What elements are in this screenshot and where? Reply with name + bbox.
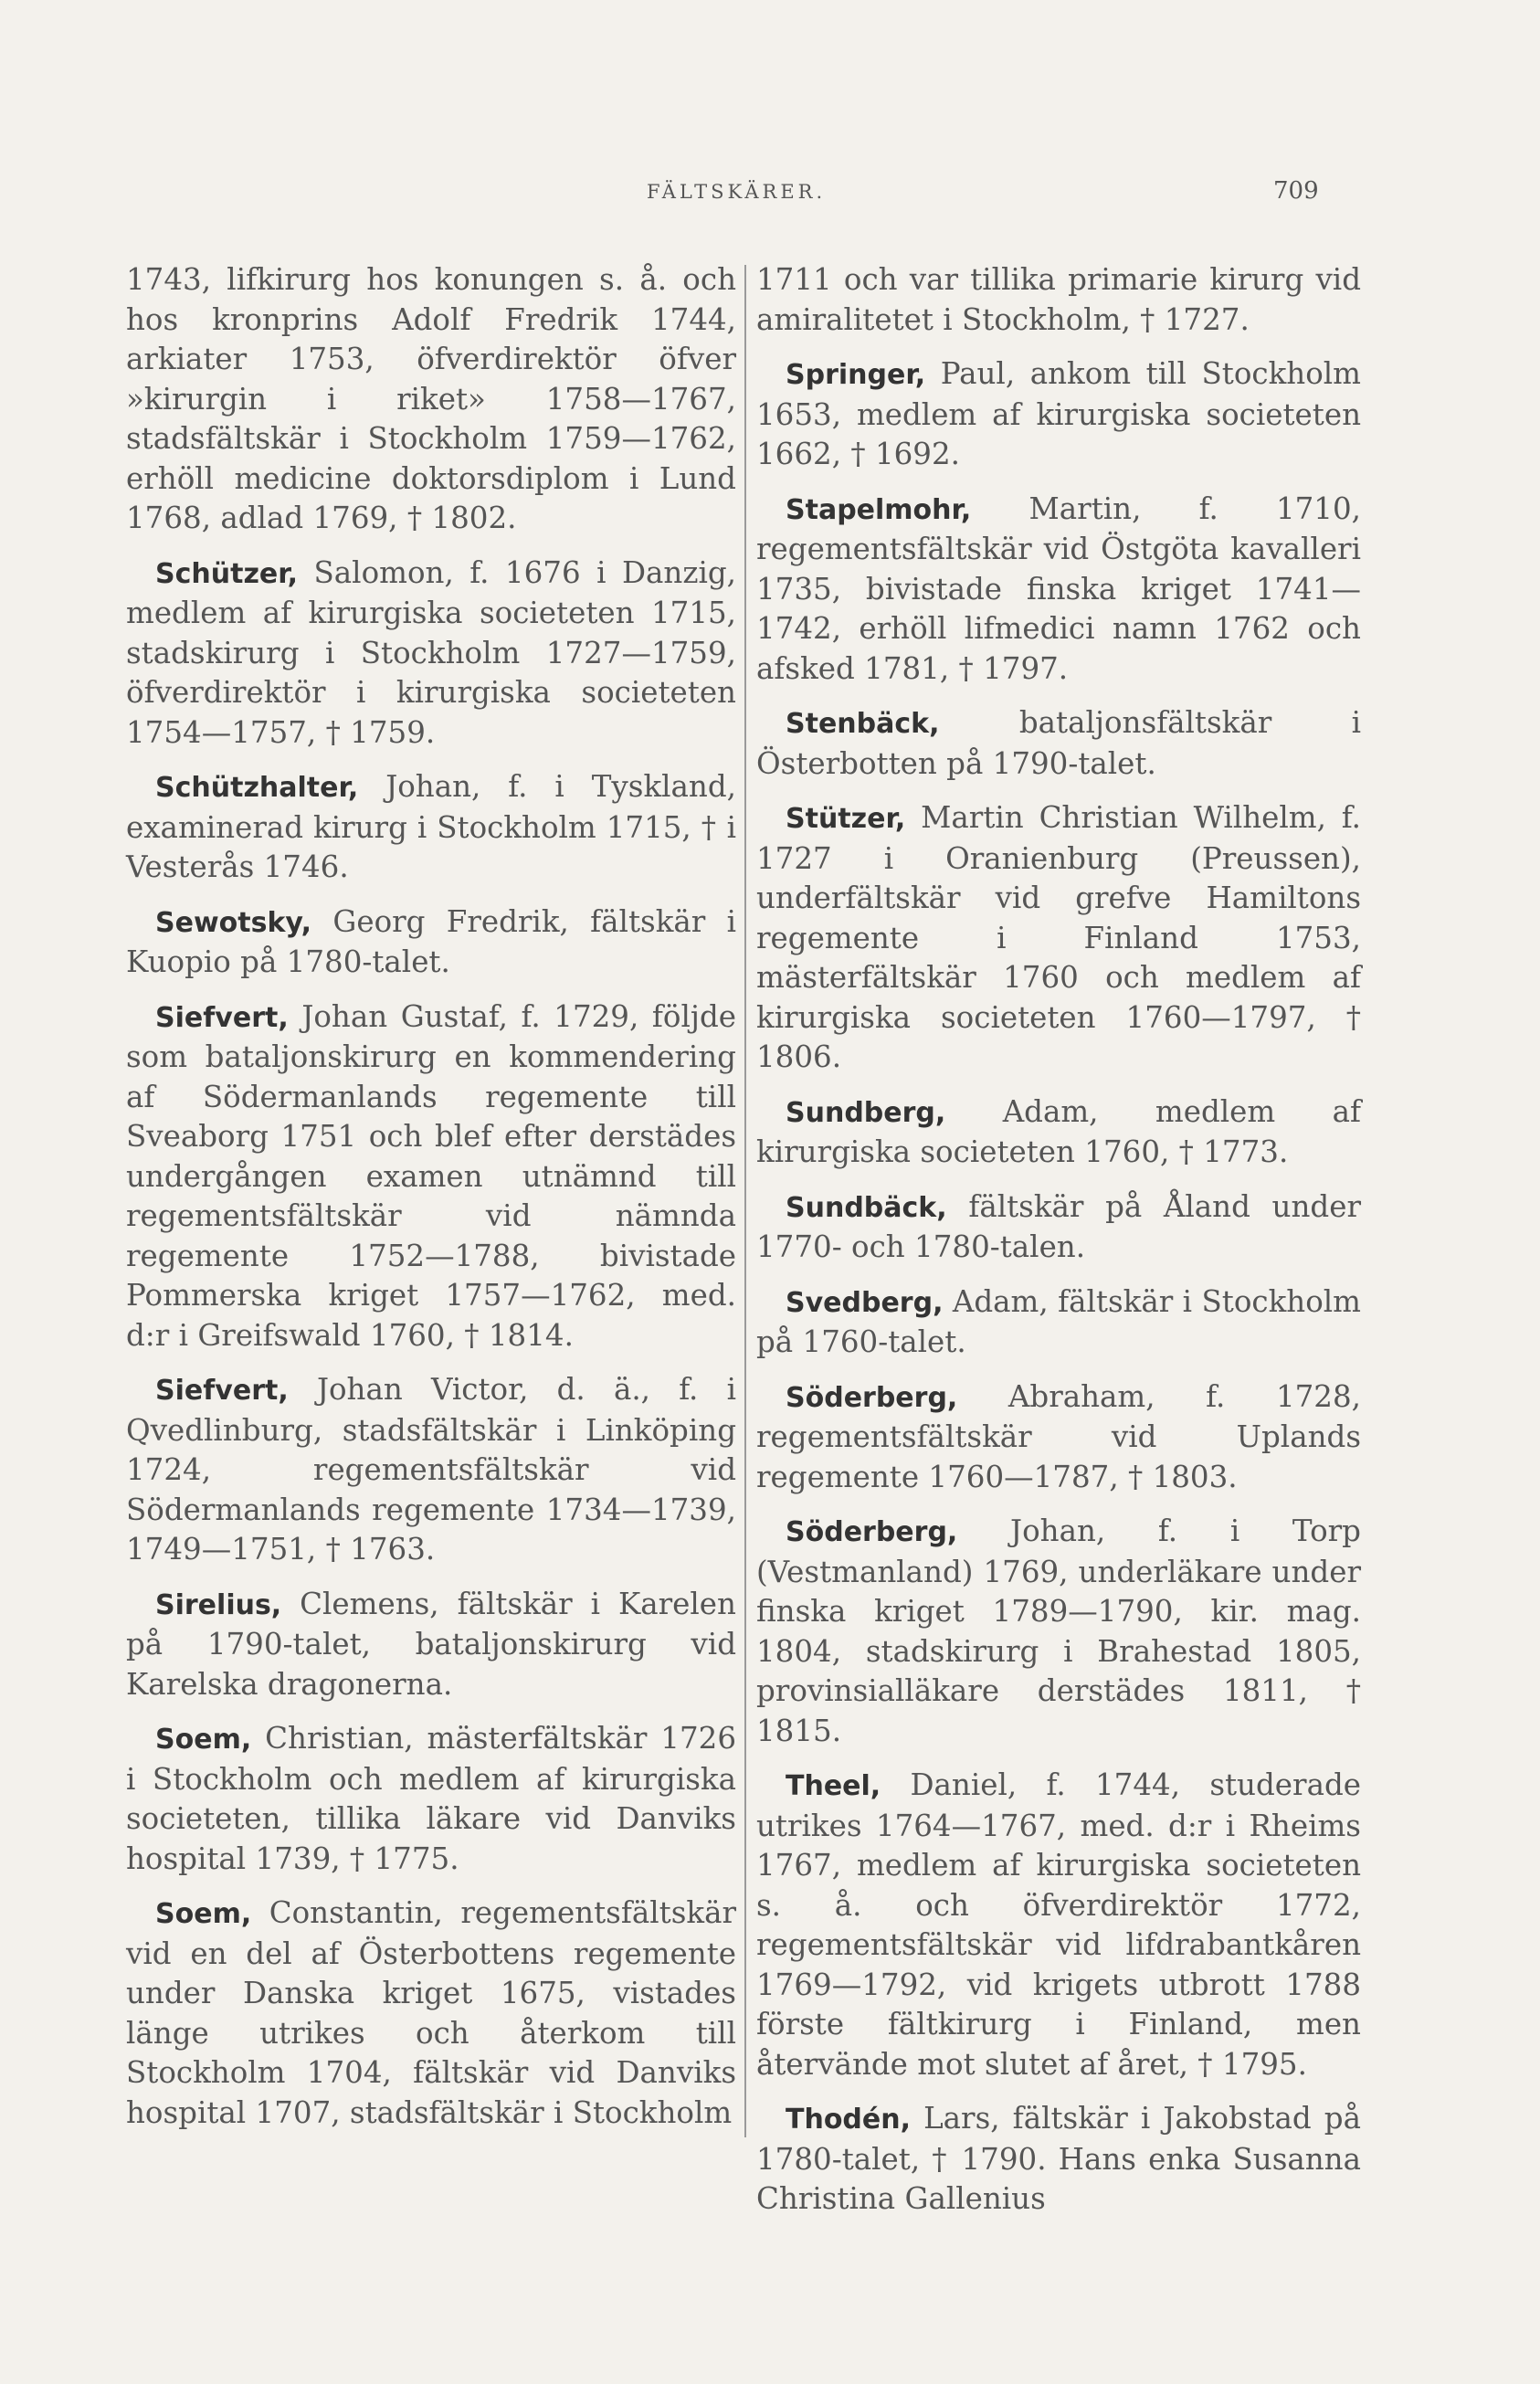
entry-text: Adam, fältskär i Stockholm på 1760-talet. xyxy=(756,1283,1361,1359)
entry-name: Söderberg, xyxy=(786,1381,958,1414)
entry-name: Soem, xyxy=(155,1898,252,1930)
entry-schutzer xyxy=(126,554,736,754)
entry-siefvert-johan-victor xyxy=(126,1370,736,1570)
entry-name: Schützhalter, xyxy=(155,772,359,804)
entry-sundback xyxy=(756,1187,1361,1268)
entry-name: Stenbäck, xyxy=(786,708,940,740)
entry-text: Martin Christian Wilhelm, f. 1727 i Oranienburg (Preussen), underfältskär vid grefve Hamiltons regemente i Finland 1753, mästerfältskär 1760 och medlem af kirurgiska societeten 1760—1797, † 1806. xyxy=(756,800,1361,1074)
entry-text: bataljonsfältskär i Österbotten på 1790-talet. xyxy=(756,705,1361,781)
entry-name: Sewotsky, xyxy=(155,906,312,939)
right-column xyxy=(756,260,1361,2234)
running-title: FÄLTSKÄRER. xyxy=(647,181,827,203)
entry-sewotsky xyxy=(126,902,736,983)
entry-text: Constantin, regementsfältskär vid en del af Österbottens regemente under Danska kriget 1675, vistades länge utrikes och återkom till Stockholm 1704, fältskär vid Danviks hospital 1707, stadsfältskär i Stockholm xyxy=(126,1895,736,2130)
page-number: 709 xyxy=(1273,177,1319,205)
entry-siefvert-johan-gustaf xyxy=(126,997,736,1356)
entry-text: Clemens, fältskär i Karelen på 1790-talet, bataljonskirurg vid Karelska dragonerna. xyxy=(126,1586,736,1702)
left-column xyxy=(126,260,736,2147)
entry-name: Sirelius, xyxy=(155,1588,282,1621)
entry-theel xyxy=(756,1766,1361,2084)
entry-soderberg-abraham xyxy=(756,1377,1361,1498)
entry-sundberg xyxy=(756,1092,1361,1173)
entry-name: Söderberg, xyxy=(786,1516,958,1548)
entry-name: Stützer, xyxy=(786,803,906,835)
entry-name: Siefvert, xyxy=(155,1001,289,1034)
page-header xyxy=(0,177,1540,217)
column-divider xyxy=(744,265,746,2137)
entry-name: Thodén, xyxy=(786,2104,912,2136)
entry-name: Schützer, xyxy=(155,557,299,590)
entry-continued: 1711 och var tillika primarie kirurg vid amiralitetet i Stockholm, † 1727. xyxy=(756,262,1361,337)
entry-text: Salomon, f. 1676 i Danzig, medlem af kirurgiska societeten 1715, stadskirurg i Stockholm 1727—1759, öfverdirektör i kirurgiska societeten 1754—1757, † 1759. xyxy=(126,554,736,750)
entry-name: Theel, xyxy=(786,1770,881,1802)
entry-name: Svedberg, xyxy=(786,1286,944,1319)
entry-text: Daniel, f. 1744, studerade utrikes 1764—1767, med. d:r i Rheims 1767, medlem af kirurgiska societeten s. å. och öfverdirektör 1772, regementsfältskär vid lifdrabantkåren 1769—1792, vid krigets utbrott 1788 förste fältkirurg i Finland, men återvände mot slutet af året, † 1795. xyxy=(756,1767,1361,2082)
entry-text: Abraham, f. 1728, regementsfältskär vid Uplands regemente 1760—1787, † 1803. xyxy=(756,1378,1361,1494)
entry-name: Springer, xyxy=(786,359,926,391)
entry-text: Lars, fältskär i Jakobstad på 1780-talet, † 1790. Hans enka Susanna Christina Gallenius xyxy=(756,2101,1361,2216)
entry-text: Georg Fredrik, fältskär i Kuopio på 1780-talet. xyxy=(126,903,736,979)
entry-text: Johan Gustaf, f. 1729, följde som bataljonskirurg en kommendering af Södermanlands regemente till Sveaborg 1751 och blef efter derstädes undergången examen utnämnd till regementsfältskär vid nämnda regemente 1752—1788, bivistade Pommerska kriget 1757—1762, med. d:r i Greifswald 1760, † 1814. xyxy=(126,998,736,1353)
entry-schutzhalter xyxy=(126,767,736,888)
entry-stenback xyxy=(756,703,1361,784)
entry-soem-constantin xyxy=(126,1893,736,2133)
entry-name: Siefvert, xyxy=(155,1375,289,1407)
entry-text: Adam, medlem af kirurgiska societeten 1760, † 1773. xyxy=(756,1093,1361,1169)
entry-springer xyxy=(756,354,1361,475)
entry-continued: 1743, lifkirurg hos konungen s. å. och hos kronprins Adolf Fredrik 1744, arkiater 1753, öfverdirektör öfver »kirurgin i riket» 1758—1767, stadsfältskär i Stockholm 1759—1762, erhöll medicine doktorsdiplom i Lund 1768, adlad 1769, † 1802. xyxy=(126,262,736,535)
entry-name: Soem, xyxy=(155,1724,252,1756)
entry-svedberg xyxy=(756,1282,1361,1363)
entry-stutzer xyxy=(756,798,1361,1078)
entry-soem-christian xyxy=(126,1719,736,1879)
entry-soderberg-johan xyxy=(756,1512,1361,1751)
entry-sirelius xyxy=(126,1585,736,1705)
entry-text: Paul, ankom till Stockholm 1653, medlem af kirurgiska societeten 1662, † 1692. xyxy=(756,356,1361,471)
entry-text: Christian, mästerfältskär 1726 i Stockholm och medlem af kirurgiska societeten, tillika läkare vid Danviks hospital 1739, † 1775. xyxy=(126,1721,736,1876)
entry-text: Johan, f. i Torp (Vestmanland) 1769, underläkare under finska kriget 1789—1790, kir. mag. 1804, stadskirurg i Brahestad 1805, provinsialläkare derstädes 1811, † 1815. xyxy=(756,1514,1361,1748)
entry-name: Sundberg, xyxy=(786,1096,946,1129)
entry-name: Sundbäck, xyxy=(786,1191,947,1224)
entry-stapelmohr xyxy=(756,490,1361,690)
entry-text: Johan Victor, d. ä., f. i Qvedlinburg, stadsfältskär i Linköping 1724, regementsfältskär vid Södermanlands regemente 1734—1739, 1749—1751, † 1763. xyxy=(126,1372,736,1566)
entry-text: Johan, f. i Tyskland, examinerad kirurg i Stockholm 1715, † i Vesterås 1746. xyxy=(126,769,736,884)
entry-name: Stapelmohr, xyxy=(786,493,972,526)
entry-thoden xyxy=(756,2099,1361,2220)
entry-text: Martin, f. 1710, regementsfältskär vid Östgöta kavalleri 1735, bivistade finska kriget 1741—1742, erhöll lifmedici namn 1762 och afsked 1781, † 1797. xyxy=(756,491,1361,686)
entry-text: fältskär på Åland under 1770- och 1780-talen. xyxy=(756,1188,1361,1264)
